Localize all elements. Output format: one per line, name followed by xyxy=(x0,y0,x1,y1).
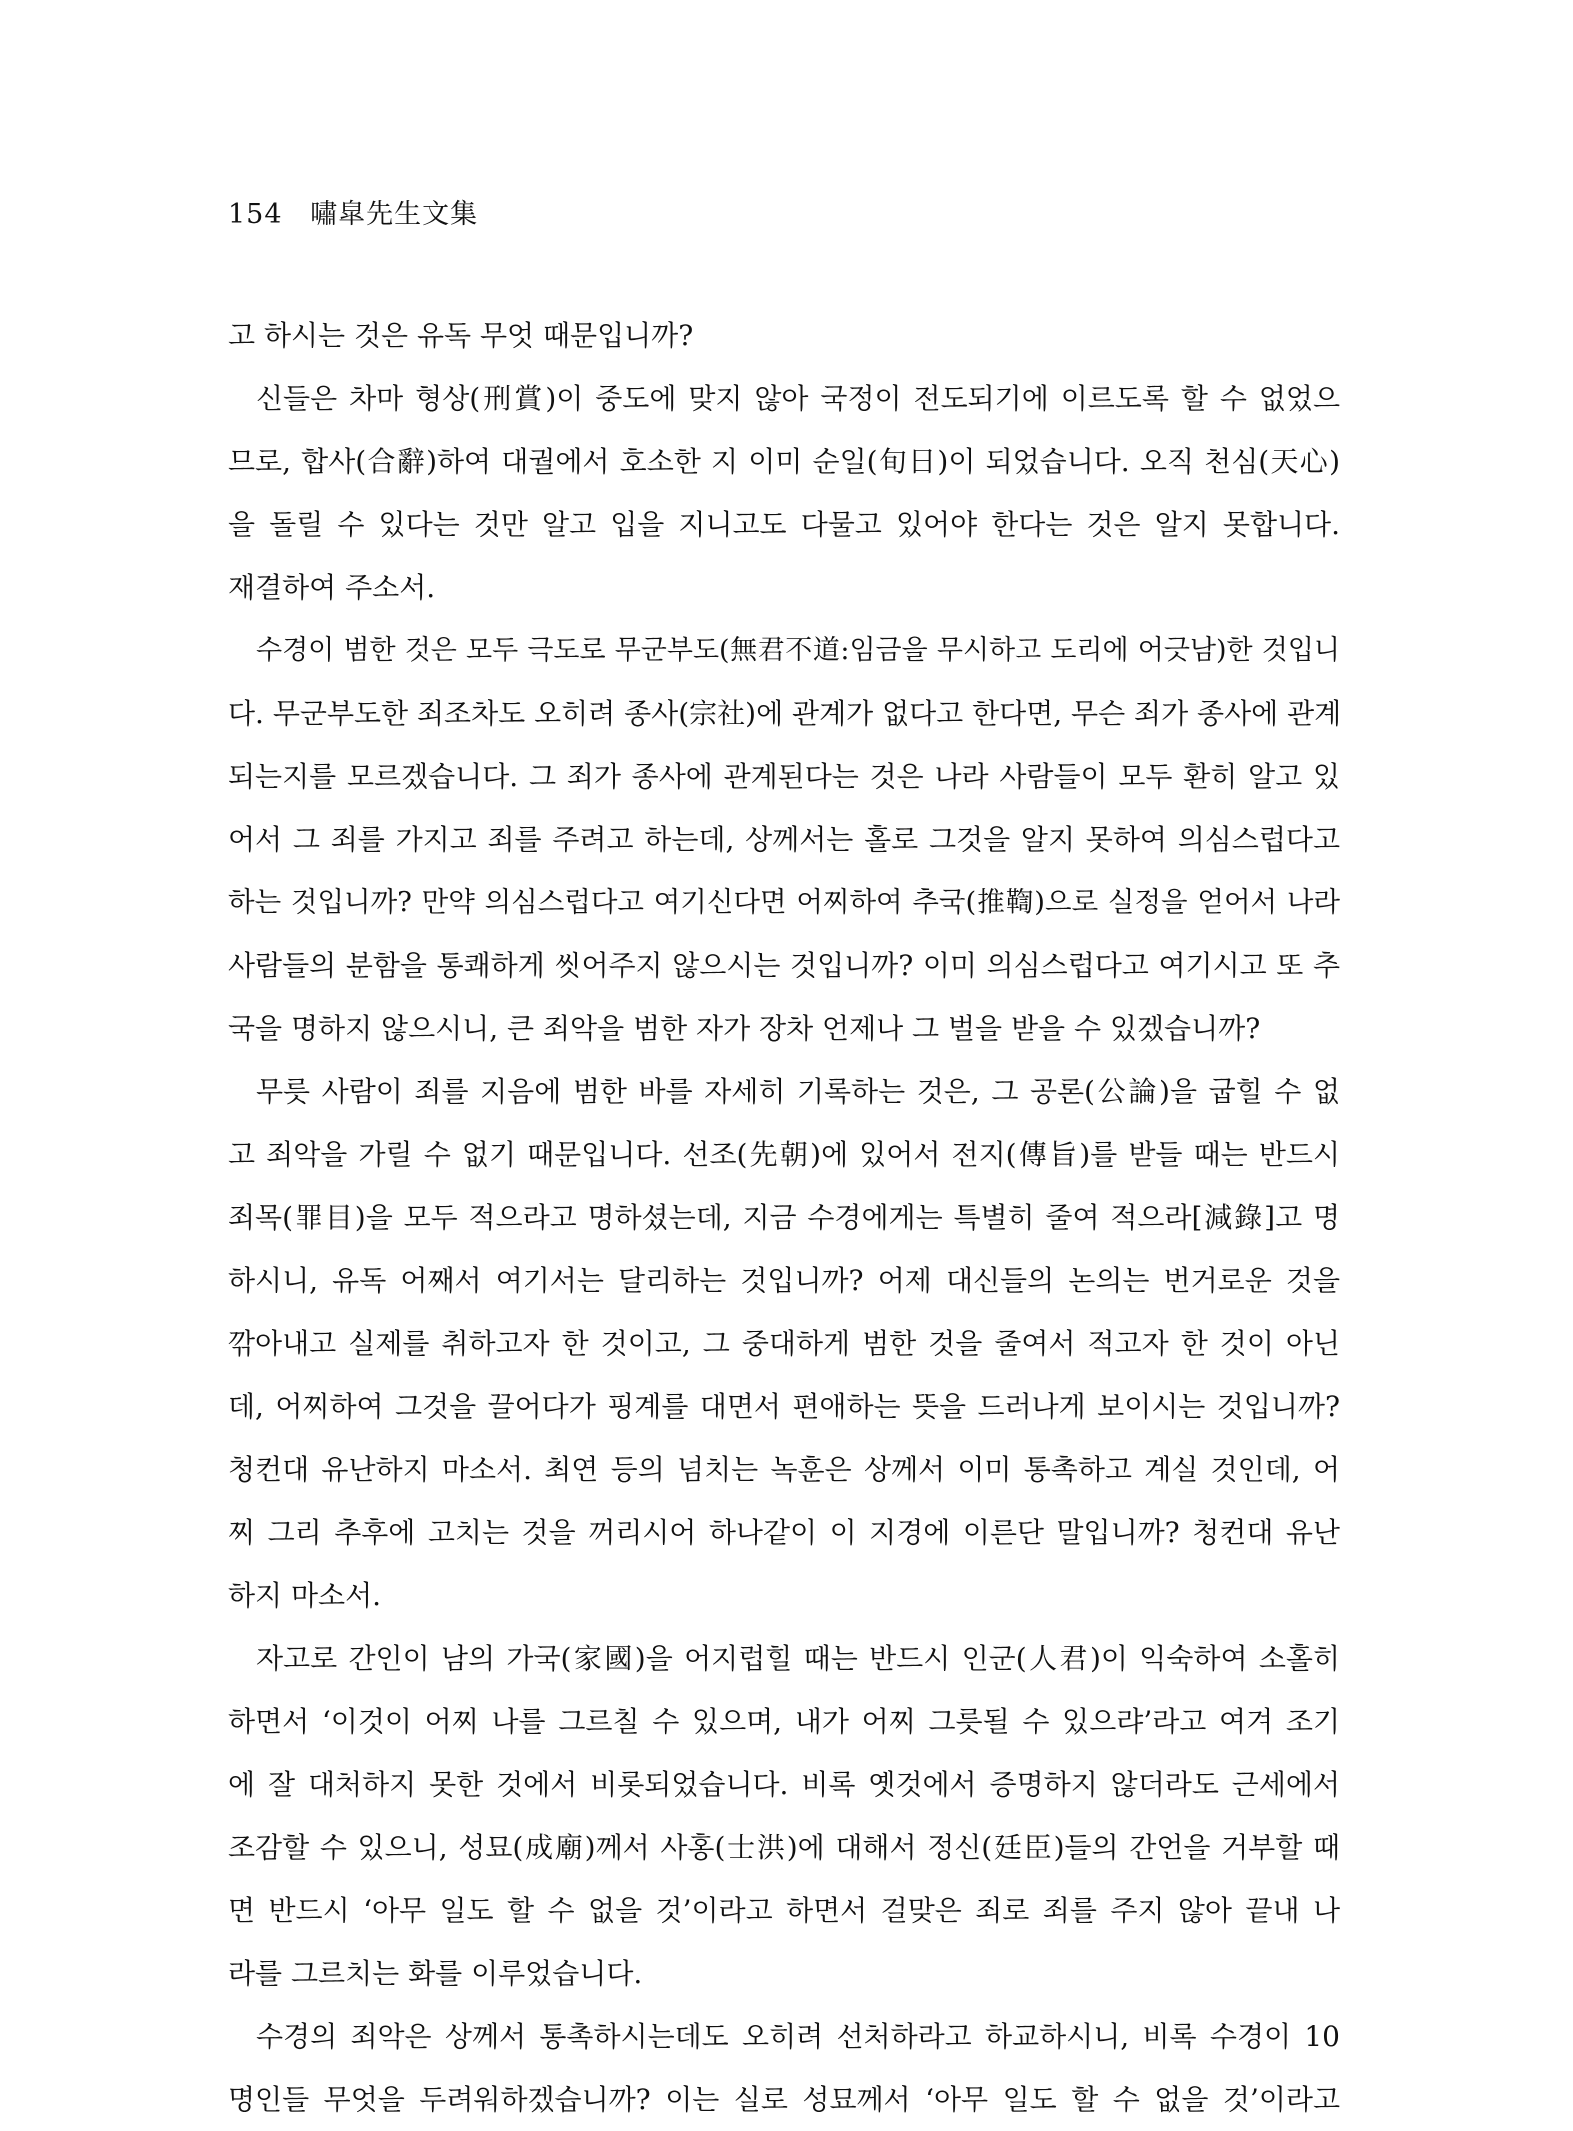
text-line: 명인들 무엇을 두려워하겠습니까? 이는 실로 성묘께서 ‘아무 일도 할 수 없을 것’이라고 xyxy=(228,2083,1340,2116)
text-line: 재결하여 주소서. xyxy=(228,571,436,604)
text-line: 다. 무군부도한 죄조차도 오히려 종사(宗社)에 관계가 없다고 한다면, 무슨 죄가 종사에 관계 xyxy=(228,697,1342,730)
text-line: 조감할 수 있으니, 성묘(成廟)께서 사홍(士洪)에 대해서 정신(廷臣)들의 간언을 거부할 때 xyxy=(228,1831,1340,1864)
text-line: 청컨대 유난하지 마소서. 최연 등의 넘치는 녹훈은 상께서 이미 통촉하고 계실 것인데, 어 xyxy=(228,1453,1340,1486)
text-line: 사람들의 분함을 통쾌하게 씻어주지 않으시는 것입니까? 이미 의심스럽다고 여기시고 또 추 xyxy=(228,949,1340,982)
text-line: 자고로 간인이 남의 가국(家國)을 어지럽힐 때는 반드시 인군(人君)이 익숙하여 소홀히 xyxy=(256,1642,1340,1675)
text-line: 고 죄악을 가릴 수 없기 때문입니다. 선조(先朝)에 있어서 전지(傳旨)를 받들 때는 반드시 xyxy=(228,1138,1340,1171)
text-line: 에 잘 대처하지 못한 것에서 비롯되었습니다. 비록 옛것에서 증명하지 않더라도 근세에서 xyxy=(228,1768,1340,1801)
running-header xyxy=(228,192,478,231)
text-line: 신들은 차마 형상(刑賞)이 중도에 맞지 않아 국정이 전도되기에 이르도록 할 수 없었으 xyxy=(256,382,1340,415)
body-text xyxy=(228,304,1340,2131)
text-line: 깎아내고 실제를 취하고자 한 것이고, 그 중대하게 범한 것을 줄여서 적고자 한 것이 아닌 xyxy=(228,1327,1340,1360)
text-line: 하면서 ‘이것이 어찌 나를 그르칠 수 있으며, 내가 어찌 그릇될 수 있으랴’라고 여겨 조기 xyxy=(228,1705,1340,1738)
text-line: 죄목(罪目)을 모두 적으라고 명하셨는데, 지금 수경에게는 특별히 줄여 적으라[減錄]고 명 xyxy=(228,1201,1340,1234)
text-line: 되는지를 모르겠습니다. 그 죄가 종사에 관계된다는 것은 나라 사람들이 모두 환히 알고 있 xyxy=(228,760,1340,793)
text-line: 하는 것입니까? 만약 의심스럽다고 여기신다면 어찌하여 추국(推鞫)으로 실정을 얻어서 나라 xyxy=(228,886,1340,918)
page-number: 154 xyxy=(228,199,283,230)
text-line: 데, 어찌하여 그것을 끌어다가 핑계를 대면서 편애하는 뜻을 드러나게 보이시는 것입니까? xyxy=(228,1390,1340,1423)
text-line: 라를 그르치는 화를 이루었습니다. xyxy=(228,1957,643,1990)
text-line: 고 하시는 것은 유독 무엇 때문입니까? xyxy=(228,319,694,352)
text-line: 므로, 합사(合辭)하여 대궐에서 호소한 지 이미 순일(旬日)이 되었습니다. 오직 천심(天心) xyxy=(228,445,1340,478)
text-line: 어서 그 죄를 가지고 죄를 주려고 하는데, 상께서는 홀로 그것을 알지 못하여 의심스럽다고 xyxy=(228,823,1340,856)
text-line: 수경이 범한 것은 모두 극도로 무군부도(無君不道:임금을 무시하고 도리에 어긋남)한 것입니 xyxy=(256,635,1340,666)
book-title: 嘯皐先生文集 xyxy=(310,199,479,230)
text-line: 하지 마소서. xyxy=(228,1579,382,1612)
text-line: 무릇 사람이 죄를 지음에 범한 바를 자세히 기록하는 것은, 그 공론(公論)을 굽힐 수 없 xyxy=(256,1075,1340,1108)
text-line: 하시니, 유독 어째서 여기서는 달리하는 것입니까? 어제 대신들의 논의는 번거로운 것을 xyxy=(228,1264,1340,1297)
text-line: 찌 그리 추후에 고치는 것을 꺼리시어 하나같이 이 지경에 이른단 말입니까? 청컨대 유난 xyxy=(228,1516,1340,1549)
text-line: 수경의 죄악은 상께서 통촉하시는데도 오히려 선처하라고 하교하시니, 비록 수경이 10 xyxy=(256,2020,1340,2053)
text-line: 국을 명하지 않으시니, 큰 죄악을 범한 자가 장차 언제나 그 벌을 받을 수 있겠습니까? xyxy=(228,1012,1261,1045)
text-line: 면 반드시 ‘아무 일도 할 수 없을 것’이라고 하면서 걸맞은 죄로 죄를 주지 않아 끝내 나 xyxy=(228,1894,1340,1927)
text-line: 을 돌릴 수 있다는 것만 알고 입을 지니고도 다물고 있어야 한다는 것은 알지 못합니다. xyxy=(228,508,1340,541)
